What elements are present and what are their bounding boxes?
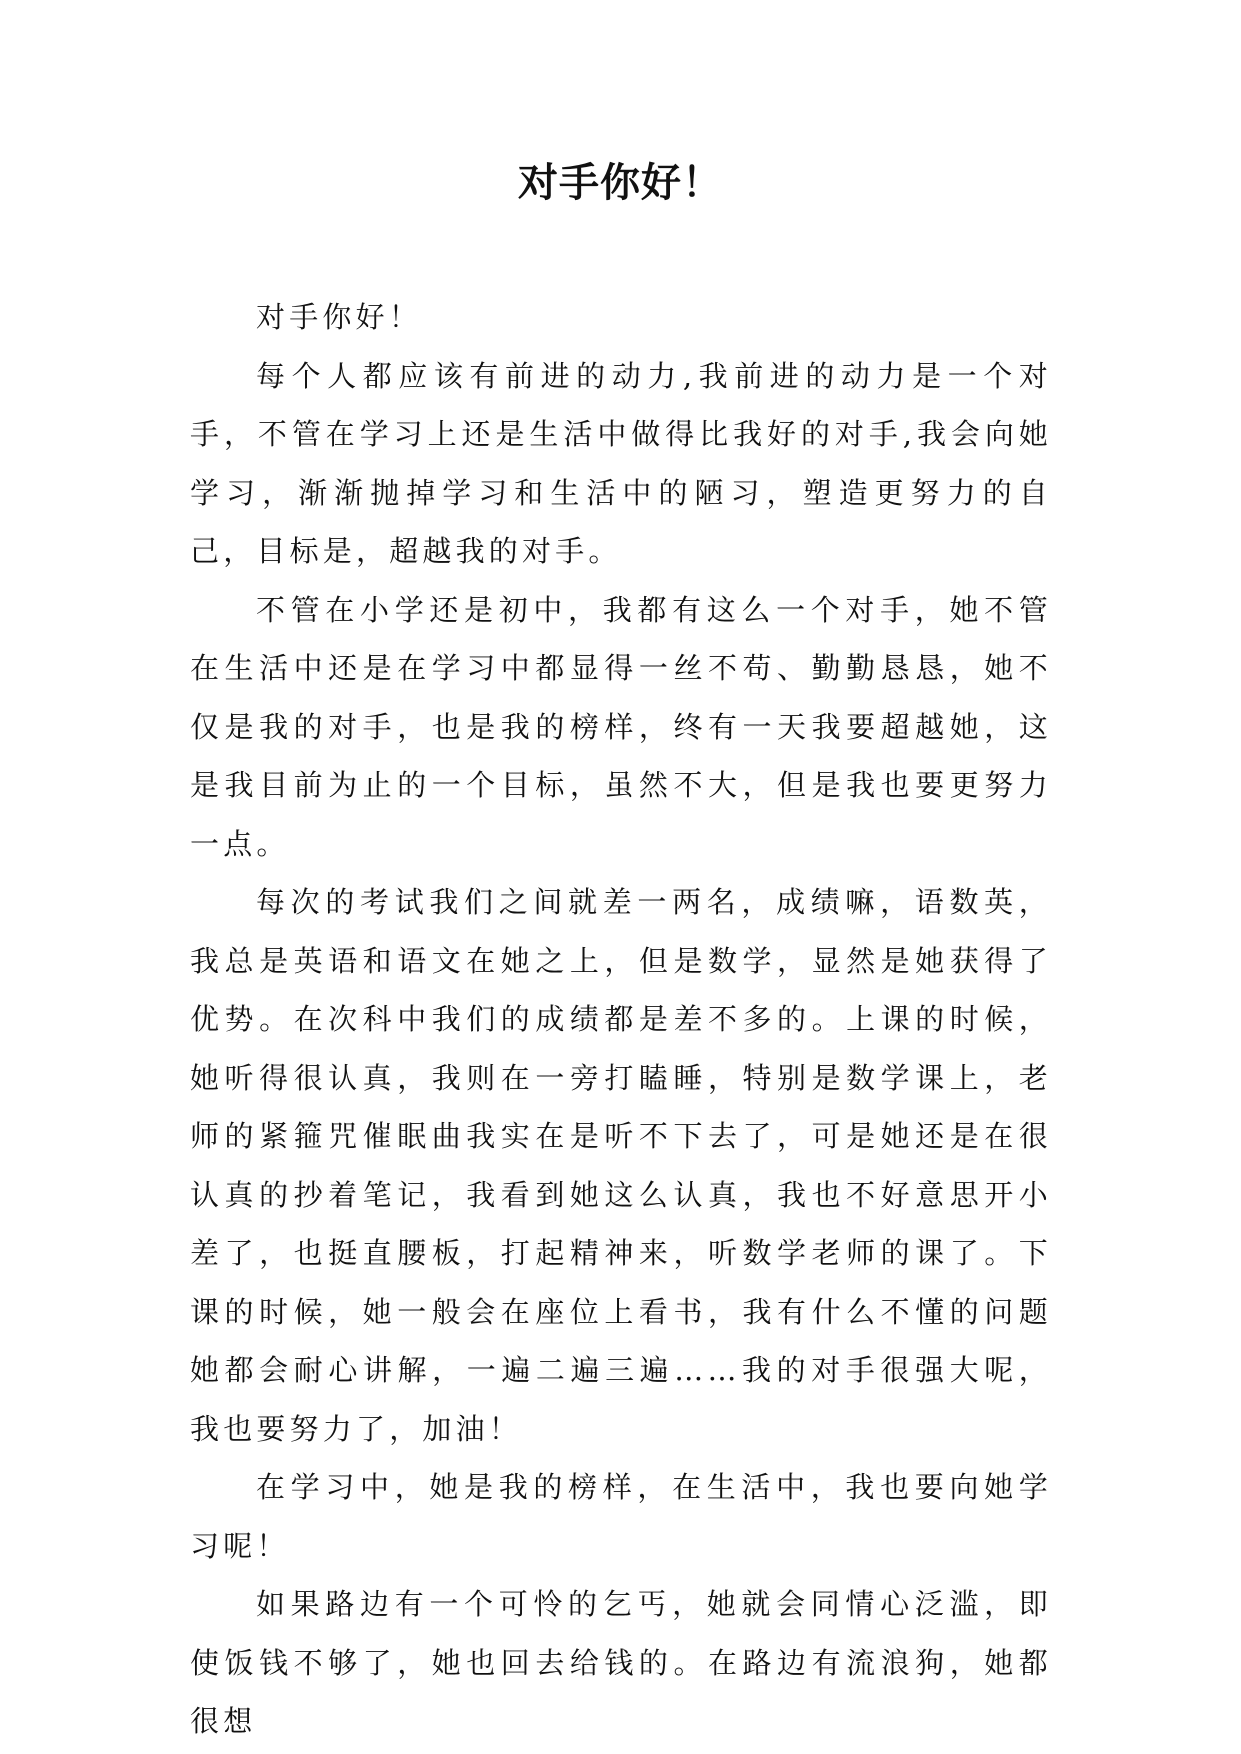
document-body [190,288,1052,1751]
body-paragraph: 在学习中，她是我的榜样，在生活中，我也要向她学习呢！ [190,1470,1052,1563]
body-paragraph: 每个人都应该有前进的动力,我前进的动力是一个对手，不管在学习上还是生活中做得比我好的对手,我会向她学习，渐渐抛掉学习和生活中的陋习，塑造更努力的自己，目标是，超越我的对手。 [190,358,1052,568]
salutation-paragraph: 对手你好！ [256,300,423,334]
document-title: 对手你好！ [518,160,723,206]
body-paragraph: 不管在小学还是初中，我都有这么一个对手，她不管在生活中还是在学习中都显得一丝不苟、勤勤恳恳，她不仅是我的对手，也是我的榜样，终有一天我要超越她，这是我目前为止的一个目标，虽然不大，但是我也要更努力一点。 [190,592,1052,861]
body-paragraph: 如果路边有一个可怜的乞丐，她就会同情心泛滥，即使饭钱不够了，她也回去给钱的。在路边有流浪狗，她都很想 [190,1587,1052,1738]
body-paragraph: 每次的考试我们之间就差一两名，成绩嘛，语数英，我总是英语和语文在她之上，但是数学，显然是她获得了优势。在次科中我们的成绩都是差不多的。上课的时候，她听得很认真，我则在一旁打瞌睡，特别是数学课上，老师的紧箍咒催眠曲我实在是听不下去了，可是她还是在很认真的抄着笔记，我看到她这么认真，我也不好意思开小差了，也挺直腰板，打起精神来，听数学老师的课了。下课的时候，她一般会在座位上看书，我有什么不懂的问题她都会耐心讲解，一遍二遍三遍……我的对手很强大呢，我也要努力了，加油！ [190,885,1052,1446]
